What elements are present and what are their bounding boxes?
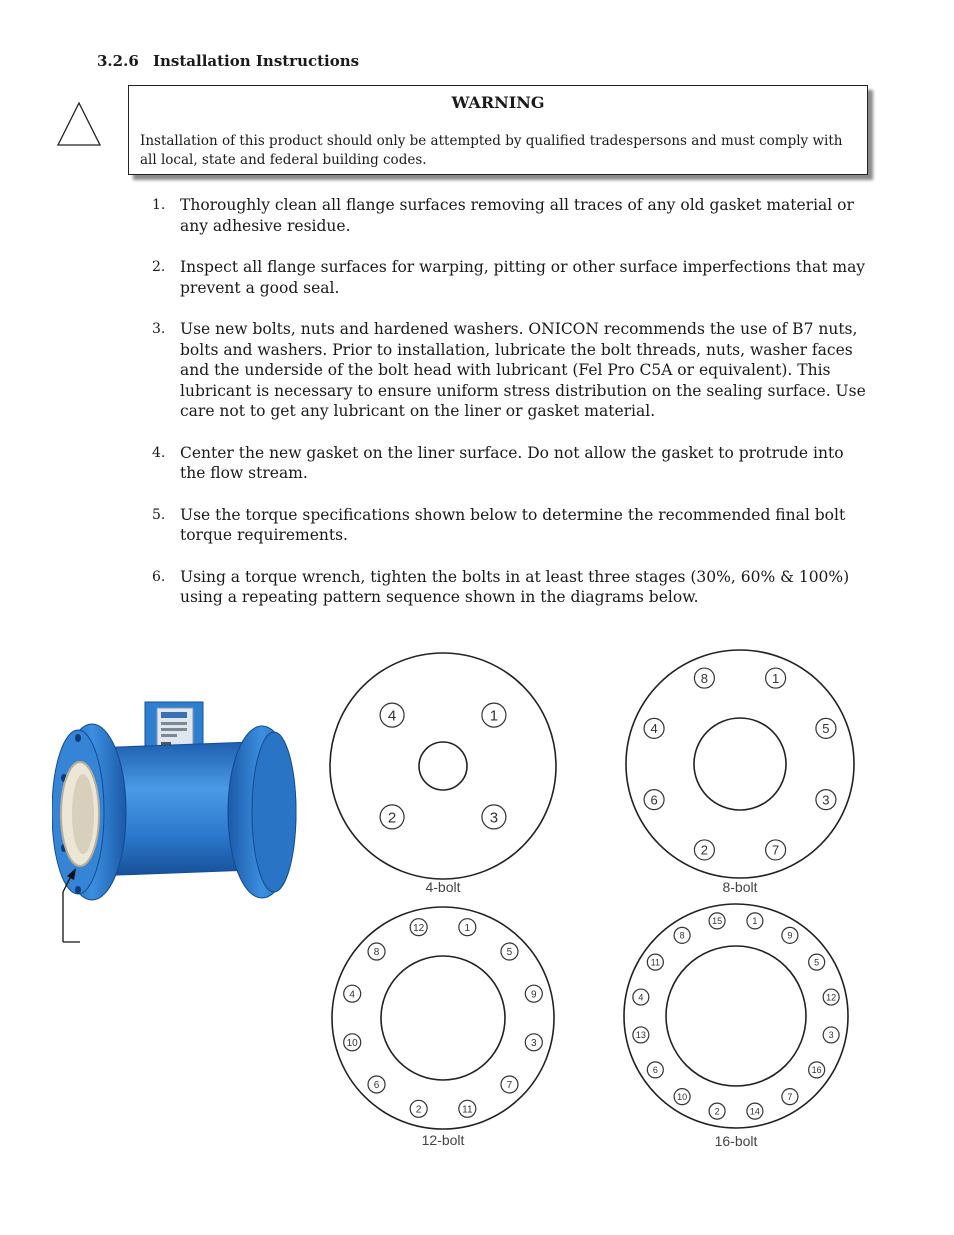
bolt-sequence-label: 2 bbox=[387, 809, 397, 827]
bolt-sequence-label: 12 bbox=[413, 922, 425, 934]
bolt-pattern-8-bolt bbox=[626, 650, 854, 895]
step-number: 4. bbox=[152, 444, 166, 461]
bolt-sequence-label: 3 bbox=[822, 792, 830, 808]
flange-bore bbox=[694, 718, 786, 810]
bolt-sequence-label: 8 bbox=[373, 947, 380, 959]
bolt-sequence-label: 3 bbox=[828, 1030, 834, 1041]
step-number: 5. bbox=[152, 506, 166, 523]
step-item bbox=[152, 443, 872, 484]
bolt-sequence-label: 2 bbox=[415, 1104, 422, 1116]
bolt-sequence-label: 3 bbox=[531, 1037, 537, 1049]
flange-bore bbox=[666, 946, 806, 1086]
flange-bore bbox=[419, 742, 467, 790]
bolt-sequence-label: 5 bbox=[822, 721, 830, 737]
bolt-sequence-label: 5 bbox=[814, 957, 820, 968]
bolt-sequence-label: 10 bbox=[346, 1037, 358, 1049]
bolt-sequence-label: 1 bbox=[771, 670, 780, 686]
bolt-sequence-label: 15 bbox=[712, 916, 723, 927]
bolt-sequence-label: 6 bbox=[652, 1065, 658, 1076]
bolt-sequence-label: 1 bbox=[489, 707, 499, 725]
step-item bbox=[152, 257, 872, 298]
bolt-sequence-label: 14 bbox=[749, 1106, 760, 1117]
step-text: Thoroughly clean all flange surfaces removing all traces of any old gasket material or any adhesive residue. bbox=[180, 196, 854, 235]
bolt-sequence-label: 4 bbox=[349, 989, 355, 1001]
bolt-sequence-label: 16 bbox=[811, 1065, 822, 1076]
bolt-sequence-label: 7 bbox=[787, 1091, 793, 1102]
step-text: Use new bolts, nuts and hardened washers. ONICON recommends the use of B7 nuts, bolts and washers. Prior to installation, lubricate the bolt threads, nuts, washer faces and the underside of the bolt head with lubricant (Fel Pro C5A or equivalent). This lubricant is necessary to ensure uniform stress distribution on the sealing surface. Use care not to get any lubricant on the liner or gasket material. bbox=[180, 320, 866, 420]
step-text: Inspect all flange surfaces for warping, pitting or other surface imperfections that may prevent a good seal. bbox=[180, 258, 866, 297]
bolt-pattern-12-bolt bbox=[332, 907, 554, 1148]
bolt-sequence-label: 7 bbox=[506, 1080, 513, 1092]
diagram-caption: 12-bolt bbox=[421, 1132, 465, 1148]
bolt-sequence-label: 6 bbox=[373, 1080, 380, 1092]
bolt-sequence-label: 8 bbox=[679, 930, 685, 941]
bolt-sequence-label: 4 bbox=[387, 707, 397, 725]
bolt-sequence-label: 3 bbox=[489, 809, 499, 827]
bolt-sequence-label: 2 bbox=[700, 842, 709, 858]
bolt-pattern-diagrams bbox=[320, 640, 860, 1160]
step-text: Using a torque wrench, tighten the bolts in at least three stages (30%, 60% & 100%) using a repeating pattern sequence shown in the diagrams below. bbox=[180, 567, 850, 606]
bolt-sequence-label: 6 bbox=[650, 792, 658, 808]
diagram-caption: 16-bolt bbox=[714, 1133, 758, 1149]
step-item bbox=[152, 319, 872, 422]
warning-text: Installation of this product should only be attempted by qualified tradespersons and must comply with all local, state and federal building codes. bbox=[140, 133, 843, 168]
section-number: 3.2.6 bbox=[97, 52, 139, 70]
section-heading bbox=[97, 52, 359, 70]
bolt-sequence-label: 1 bbox=[752, 916, 758, 927]
step-number: 3. bbox=[152, 321, 166, 337]
step-item bbox=[152, 567, 872, 608]
warning-triangle-icon bbox=[57, 102, 101, 146]
bolt-sequence-label: 8 bbox=[700, 670, 709, 686]
bolt-sequence-label: 9 bbox=[787, 930, 793, 941]
bolt-sequence-label: 10 bbox=[677, 1091, 688, 1102]
step-text: Center the new gasket on the liner surface. Do not allow the gasket to protrude into the flow stream. bbox=[180, 443, 844, 482]
installation-steps bbox=[152, 195, 872, 629]
step-number: 1. bbox=[152, 197, 166, 213]
step-item bbox=[152, 505, 872, 546]
bolt-sequence-label: 11 bbox=[650, 957, 661, 968]
bolt-pattern-16-bolt bbox=[624, 904, 848, 1149]
bolt-sequence-label: 9 bbox=[531, 989, 537, 1001]
bolt-sequence-label: 13 bbox=[635, 1030, 646, 1041]
warning-title: WARNING bbox=[451, 93, 545, 112]
step-number: 2. bbox=[152, 259, 166, 275]
bolt-sequence-label: 4 bbox=[650, 721, 658, 737]
warning-box bbox=[128, 85, 868, 175]
bolt-pattern-4-bolt bbox=[330, 653, 556, 895]
bolt-sequence-label: 5 bbox=[506, 947, 513, 959]
step-item bbox=[152, 195, 872, 236]
flange-bore bbox=[381, 956, 505, 1080]
flow-meter-image bbox=[52, 700, 307, 950]
bolt-sequence-label: 1 bbox=[464, 922, 471, 934]
diagram-caption: 8-bolt bbox=[722, 879, 758, 895]
diagram-caption: 4-bolt bbox=[425, 879, 461, 895]
bolt-sequence-label: 11 bbox=[462, 1104, 473, 1116]
bolt-sequence-label: 7 bbox=[771, 842, 780, 858]
bolt-sequence-label: 12 bbox=[826, 992, 837, 1003]
section-title: Installation Instructions bbox=[153, 52, 360, 70]
step-text: Use the torque specifications shown below to determine the recommended final bolt torque requirements. bbox=[180, 505, 846, 544]
bolt-sequence-label: 4 bbox=[638, 992, 644, 1003]
step-number: 6. bbox=[152, 568, 166, 585]
bolt-sequence-label: 2 bbox=[714, 1106, 720, 1117]
